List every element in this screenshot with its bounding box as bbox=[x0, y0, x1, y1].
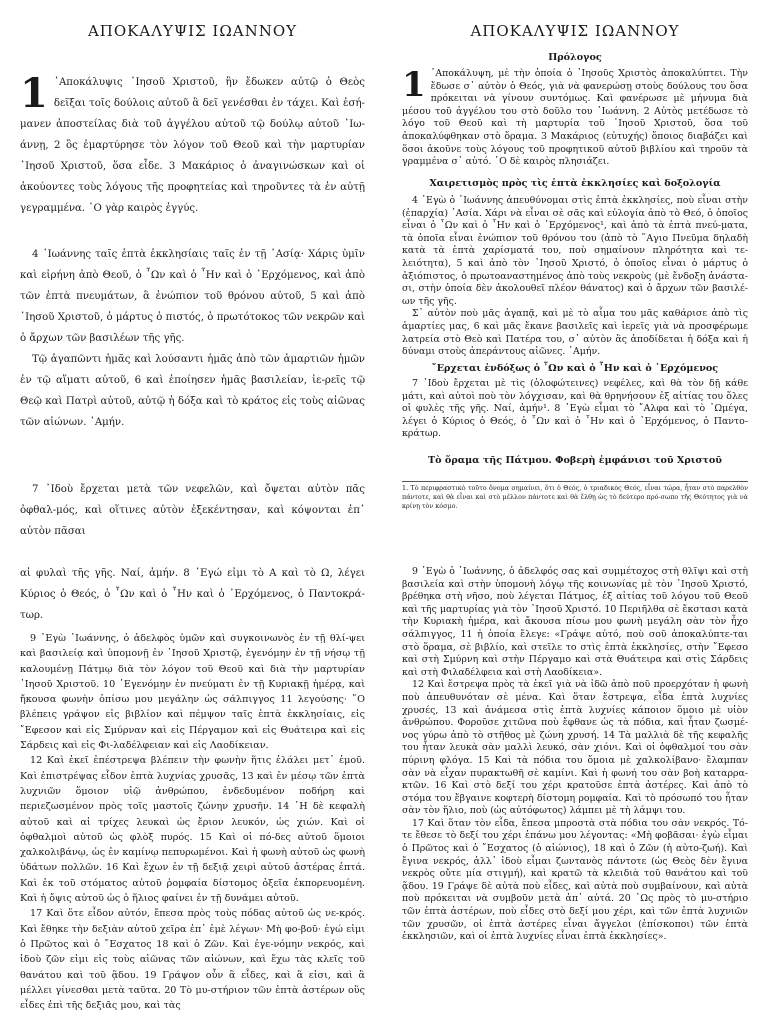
footnote-divider bbox=[402, 481, 748, 482]
left-paragraph-5: αἱ φυλαὶ τῆς γῆς. Ναί, ἀμήν. 8 ᾿Εγώ εἰμι τὸ Α καὶ τὸ Ω, λέγει Κύριος ὁ Θεός, ὁ ῏Ων καὶ ὁ ῏Ην καὶ ὁ ᾿Ερχόμενος, ὁ Παντοκρά-τωρ. bbox=[20, 568, 365, 621]
right-footnote-block bbox=[402, 484, 748, 511]
right-paragraph-3: Σ᾿ αὐτὸν ποὺ μᾶς ἀγαπᾷ, καὶ μὲ τὸ αἷμα του μᾶς καθάρισε ἀπὸ τὶς ἁμαρτίες μας, 6 καὶ μᾶς ἔκανε βασιλεῖς καὶ ἱερεῖς γιὰ νὰ προσφέρωμε λατρεία στὸ Θεὸ καὶ Πατέρα του, σ᾿ αὐτὸν ἂς ἀποδίδεται ἡ δόξα καὶ ἡ δύναμι στοὺς ἀπεράντους αἰῶνες. ᾿Αμήν. bbox=[402, 308, 748, 358]
left-paragraph-3: Τῷ ἀγαπῶντι ἡμᾶς καὶ λούσαντι ἡμᾶς ἀπὸ τῶν ἁμαρτιῶν ἡμῶν ἐν τῷ αἵματι αὐτοῦ, 6 καὶ ἐποίησεν ἡμᾶς βασιλείαν, ἱε-ρεῖς τῷ Θεῷ καὶ Πατρὶ αὐτοῦ, αὐτῷ ἡ δόξα καὶ τὸ κράτος εἰς τοὺς αἰῶνας τῶν αἰώνων. ᾿Αμήν. bbox=[20, 354, 365, 428]
right-section-1 bbox=[402, 52, 748, 169]
right-heading-coming: ῎Ερχεται ἐνδόξως ὁ ῏Ων καὶ ὁ ῏Ην καὶ ὁ ᾿Ερχόμενος bbox=[431, 363, 719, 374]
right-paragraph-6: 12 Καὶ ἔστρεψα πρὸς τὰ ἐκεῖ γιὰ νὰ ἰδῶ ἀπὸ ποῦ προερχόταν ἡ φωνὴ ποὺ ἀπευθυνόταν σὲ μένα. Καὶ ὅταν ἔστρεψα, εἶδα ἑπτὰ λυχνίες χρυσές, 13 καὶ ἀνάμεσα στὶς ἑπτὰ λυχνίες κάποιον ὅμοιο μὲ υἱὸν ἀνθρώπου. Φοροῦσε χιτῶνα ποὺ ἔφθανε ὡς τὰ πόδια, καὶ ἦταν ζωσμέ-νος γύρω ἀπὸ τὸ στῆθος μὲ ζώνη χρυσή. 14 Τὰ μαλλιὰ δὲ τῆς κεφαλῆς του ἦταν λευκὰ σὰν μαλλὶ λευκό, σὰν χιόνι. Καὶ οἱ ὀφθαλμοί του σὰν πύρινη φλόγα. 15 Καὶ τὰ πόδια του ὅμοια μὲ χαλκολίβανο· ἔλαμπαν σὰν νὰ εἶχαν πυρακτωθῆ σὲ καμίνι. Καὶ ἡ φωνή του σὰν βοὴ καταρρα-κτῶν. 16 Καὶ στὸ δεξί του χέρι κρατοῦσε ἑπτὰ ἀστέρες. Καὶ ἀπὸ τὸ στόμα του ἔβγαινε κοφτερὴ δίστομη ρομφαία. Καὶ τὸ πρόσωπό του ἦταν σὰν τὸν ἥλιο, ποὺ (ὡς αὐτόφωτος) λάμπει μὲ τὴ λάμψι του. bbox=[402, 679, 748, 817]
left-paragraph-6: 9 ᾿Εγὼ ᾿Ιωάννης, ὁ ἀδελφὸς ὑμῶν καὶ συγκοινωνὸς ἐν τῇ θλί-ψει καὶ βασιλείᾳ καὶ ὑπομονῇ ἐν ᾿Ιησοῦ Χριστῷ, ἐγενόμην ἐν τῇ νήσῳ τῇ καλουμένῃ Πάτμῳ διὰ τὸν λόγον τοῦ Θεοῦ καὶ διὰ τὴν μαρτυρίαν ᾿Ιησοῦ Χριστοῦ. 10 ᾿Εγενόμην ἐν πνεύματι ἐν τῇ Κυριακῇ ἡμέρᾳ, καὶ ἤκουσα φωνὴν ὀπίσω μου μεγάλην ὡς σάλπιγγος 11 λεγούσης· ῞Ο βλέπεις γράψον εἰς βιβλίον καὶ πέμψον ταῖς ἑπτὰ ἐκκλησίαις, εἰς ῎Εφεσον καὶ εἰς Σμύρναν καὶ εἰς Πέργαμον καὶ εἰς Θυάτειρα καὶ εἰς Σάρδεις καὶ εἰς Φι-λαδέλφειαν καὶ εἰς Λαοδίκειαν. bbox=[20, 633, 365, 752]
right-paragraph-5: 9 ᾿Εγὼ ὁ ᾿Ιωάννης, ὁ ἀδελφός σας καὶ συμμέτοχος στὴ θλῖψι καὶ στὴ βασιλεία καὶ στὴν ὑπομονὴ λόγῳ τῆς κοινωνίας μὲ τὸν ᾿Ιησοῦ Χριστό, βρέθηκα στὴ νῆσο, ποὺ λέγεται Πάτμος, ἐξ αἰτίας τοῦ λόγου τοῦ Θεοῦ καὶ τῆς μαρτυρίας γιὰ τὸν ᾿Ιησοῦ Χριστό. 10 Περιῆλθα σὲ ἔκστασι κατὰ τὴν Κυριακὴ ἡμέρα, καὶ ἄκουσα πίσω μου φωνὴ μεγάλη σὰν τὸν ἦχο σάλπιγγος, 11 ἡ ὁποία ἔλεγε: «Γράψε αὐτό, ποὺ σοῦ ἀποκαλύπτε-ται στὸ ὅραμα, σὲ βιβλίο, καὶ στεῖλε το στὶς ἑπτὰ ἐκκλησίες, στὴν ῎Εφεσο καὶ στὴ Σμύρνη καὶ στὴν Πέργαμο καὶ στὰ Θυάτειρα καὶ στὶς Σάρδεις καὶ στὴ Φιλαδέλφεια καὶ στὴ Λαοδίκεια». bbox=[402, 566, 748, 678]
left-paragraph-7: 12 Καὶ ἐκεῖ ἐπέστρεψα βλέπειν τὴν φωνὴν ἥτις ἐλάλει μετ᾿ ἐμοῦ. Καὶ ἐπιστρέψας εἶδον ἑπτὰ λυχνίας χρυσᾶς, 13 καὶ ἐν μέσῳ τῶν ἑπτὰ λυχνιῶν ὅμοιον υἱῷ ἀνθρώπου, ἐνδεδυμένον ποδήρη καὶ περιεζωσμένον πρὸς τοῖς μαστοῖς ζώνην χρυσῆν. 14 ῾Η δὲ κεφαλὴ αὐτοῦ καὶ αἱ τρίχες λευκαὶ ὡς ἔριον λευκόν, ὡς χιών. Καὶ οἱ ὀφθαλμοὶ αὐτοῦ ὡς φλὸξ πυρός. 15 Καὶ οἱ πό-δες αὐτοῦ ὅμοιοι χαλκολιβάνῳ, ὡς ἐν καμίνῳ πεπυρωμένοι. Καὶ ἡ φωνὴ αὐτοῦ ὡς φωνὴ ὑδάτων πολλῶν. 16 Καὶ ἔχων ἐν τῇ δεξιᾷ χειρὶ αὐτοῦ ἀστέρας ἑπτά. Καὶ ἐκ τοῦ στόματος αὐτοῦ ῥομφαία δίστομος ὀξεῖα ἐκπορευομένη. Καὶ ἡ ὄψις αὐτοῦ ὡς ὁ ἥλιος φαίνει ἐν τῇ δυνάμει αὐτοῦ. bbox=[20, 755, 365, 905]
left-paragraph-1: ᾿Αποκάλυψις ᾿Ιησοῦ Χριστοῦ, ἣν ἔδωκεν αὐτῷ ὁ Θεὸς δεῖξαι τοῖς δούλοις αὐτοῦ ἃ δεῖ γενέσθαι ἐν τάχει. Καὶ ἐσή-μανεν ἀποστείλας διὰ τοῦ ἀγγέλου αὐτοῦ τῷ δούλῳ αὐτοῦ ᾿Ιω-άννῃ, 2 ὃς ἐμαρτύρησε τὸν λόγον τοῦ Θεοῦ καὶ τὴν μαρτυρίαν ᾿Ιησοῦ Χριστοῦ, ὅσα εἶδε. 3 Μακάριος ὁ ἀναγινώσκων καὶ οἱ ἀκούοντες τοὺς λόγους τῆς προφητείας καὶ τηροῦντες τὰ ἐν αὐτῇ γεγραμμένα. ῾Ο γὰρ καιρὸς ἐγγύς. bbox=[20, 77, 365, 214]
right-paragraph-1: ᾿Αποκάλυψη, μὲ τὴν ὁποία ὁ ᾿Ιησοῦς Χριστὸς ἀποκαλύπτει. Τὴν ἔδωσε σ᾿ αὐτὸν ὁ Θεός, γιὰ νὰ φανερώσῃ στοὺς δούλους του ὅσα πρόκειται νὰ γίνουν συντόμως. Καὶ φανέρωσε μὲ μήνυμα διὰ μέσου τοῦ ἀγγέλου του στὸ δοῦλο του ᾿Ιωάννη. 2 Αὐτὸς μετέδωσε τὸ λόγο τοῦ Θεοῦ καὶ τὴ μαρτυρία τοῦ ᾿Ιησοῦ Χριστοῦ, ὅσα τοῦ ἀποκαλύφθηκαν στὸ ὅραμα. 3 Μακάριος (εὐτυχής) ὅποιος διαβάζει καὶ ὅσοι ἀκοῦνε τοὺς λόγους τοῦ προφητικοῦ αὐτοῦ βιβλίου καὶ τηροῦν τὰ γραμμένα σ᾿ αὐτό. ῾Ο δὲ καιρὸς πλησιάζει. bbox=[402, 68, 748, 168]
right-paragraph-4: 7 ᾿Ιδοὺ ἔρχεται μὲ τὶς (ὁλοφώτεινες) νεφέλες, καὶ θὰ τὸν δῇ κάθε μάτι, καὶ αὐτοὶ ποὺ τὸν λόγχισαν, καὶ θὰ θρηνήσουν ἐξ αἰτίας του ὅλες οἱ φυλὲς τῆς γῆς. Ναί, ἀμήν¹. 8 ᾿Εγὼ εἶμαι τὸ ῎Αλφα καὶ τὸ ᾿Ωμέγα, λέγει ὁ Κύριος ὁ Θεός, ὁ ῏Ων καὶ ὁ ῏Ην καὶ ὁ ᾿Ερχόμενος, ὁ Παντο-κράτωρ. bbox=[402, 378, 748, 440]
left-section-4 bbox=[20, 563, 365, 626]
right-footnote: 1. Τὸ περιφραστικὸ τοῦτο ὄνομα σημαίνει, ὅτι ὁ Θεός, ὁ τριαδικὸς Θεός, εἶναι τώρα, ἦταν στὸ παρελθὸν πάντοτε, καὶ θὰ εἶναι καὶ στὸ μέλλον πάντοτε καὶ θὰ ἔλθῃ ὡς τὸ δεύτερο πρό-σωπο τῆς Θεότητος γιὰ νὰ κρίνῃ τὸν κόσμο. bbox=[402, 484, 748, 510]
right-page-title: ΑΠΟΚΑΛΥΨΙΣ ΙΩΑΝΝΟΥ bbox=[470, 22, 680, 40]
right-section-5 bbox=[402, 566, 748, 944]
left-section-2 bbox=[20, 244, 365, 433]
right-section-3 bbox=[402, 363, 748, 441]
right-section-4 bbox=[402, 455, 748, 466]
right-paragraph-7: 17 Καὶ ὅταν τὸν εἶδα, ἔπεσα μπροστὰ στὰ πόδια του σὰν νεκρός. Τό-τε ἔθεσε τὸ δεξί του χέρι ἐπάνω μου λέγοντας: «Μὴ φοβᾶσαι· ἐγὼ εἶμαι ὁ Πρῶτος καὶ ὁ ῎Εσχατος (ὁ αἰώνιος), 18 καὶ ὁ Ζῶν (ἡ αὐτο-ζωή). Καὶ ἔγινα νεκρός, ἀλλ᾿ ἰδοὺ εἶμαι ζωντανὸς πάντοτε (ὡς Θεὸς δὲν ἔγινα νεκρὸς οὔτε μία στιγμή), καὶ κρατῶ τὰ κλειδιὰ τοῦ θανάτου καὶ τοῦ ᾅδου. 19 Γράψε δὲ αὐτὰ ποὺ εἶδες, καὶ αὐτὰ ποὺ συμβαίνουν, καὶ αὐτὰ ποὺ πρόκειται νὰ συμβοῦν μετὰ ἀπ᾿ αὐτά. 20 ῾Ως πρὸς τὸ μυ-στήριο τῶν ἑπτὰ ἀστέρων, ποὺ εἶδες στὸ δεξί μου χέρι, καὶ τῶν ἑπτὰ λυχνιῶν τῶν χρυσῶν, οἱ ἑπτὰ ἀστέρες εἶναι ἄγγελοι (ἐπίσκοποι) τῶν ἑπτὰ ἐκκλησιῶν, καὶ οἱ ἑπτὰ λυχνίες εἶναι ἑπτὰ ἐκκλησίες». bbox=[402, 817, 748, 943]
right-prologue-heading: Πρόλογος bbox=[548, 52, 602, 63]
right-title-block bbox=[402, 22, 748, 40]
left-dropcap: 1 bbox=[20, 70, 48, 117]
right-paragraph-2: 4 ᾿Εγὼ ὁ ᾿Ιωάννης ἀπευθύνομαι στὶς ἑπτὰ ἐκκλησίες, ποὺ εἶναι στὴν (ἐπαρχία) ᾿Ασία. Χάρι νὰ εἶναι σὲ σᾶς καὶ εὐλογία ἀπὸ τὸ Θεό, ὁ ὁποῖος εἶναι ὁ ῏Ων καὶ ὁ ῏Ην καὶ ὁ ᾿Ερχόμενος¹, καὶ ἀπὸ τὰ ἑπτὰ πνεύ-ματα, τὰ ὁποῖα εἶναι ἐνώπιον τοῦ θρόνου του (ἀπὸ τὸ ῞Αγιο Πνεῦμα δηλαδὴ κατὰ τὰ ἑπτὰ χαρίσματά του, ποὺ σημαίνουν πληρότητα καὶ τε-λειότητα), 5 καὶ ἀπὸ τὸν ᾿Ιησοῦ Χριστό, ὁ ὁποῖος εἶναι ὁ μάρτυς ὁ ἀξιόπιστος, ὁ πρωτοαναστημένος ἀπὸ τοὺς νεκροὺς (μὲ ἔνδοξη ἀνάστα-σι, στὴν ὁποία δὲν ἀκολουθεῖ πλέον θάνατος) καὶ ὁ ἄρχων τῶν βασιλέ-ων τῆς γῆς. bbox=[402, 195, 748, 307]
left-paragraph-4: 7 ᾿Ιδοὺ ἔρχεται μετὰ τῶν νεφελῶν, καὶ ὄψεται αὐτὸν πᾶς ὀφθαλ-μός, καὶ οἵτινες αὐτὸν ἐξεκέντησαν, καὶ κόψονται ἐπ᾿ αὐτὸν πᾶσαι bbox=[20, 484, 365, 537]
left-section-3 bbox=[20, 479, 365, 542]
left-section-1 bbox=[20, 72, 365, 219]
left-section-5 bbox=[20, 631, 365, 1013]
right-section-2 bbox=[402, 178, 748, 359]
left-paragraph-8: 17 Καὶ ὅτε εἶδον αὐτόν, ἔπεσα πρὸς τοὺς πόδας αὐτοῦ ὡς νε-κρός. Καὶ ἔθηκε τὴν δεξιὰν αὐτοῦ χεῖρα ἐπ᾿ ἐμὲ λέγων· Μὴ φο-βοῦ· ἐγώ εἰμι ὁ Πρῶτος καὶ ὁ ῎Εσχατος 18 καὶ ὁ Ζῶν. Καὶ ἐγε-νόμην νεκρός, καὶ ἰδοὺ ζῶν εἰμι εἰς τοὺς αἰῶνας τῶν αἰώνων, καὶ ἔχω τὰς κλεῖς τοῦ θανάτου καὶ τοῦ ᾅδου. 19 Γράψον οὖν ἃ εἶδες, καὶ ἅ εἰσι, καὶ ἃ μέλλει γίνεσθαι μετὰ ταῦτα. 20 Τὸ μυ-στήριον τῶν ἑπτὰ ἀστέρων οὓς εἶδες ἐπὶ τῆς δεξιᾶς μου, καὶ τὰς bbox=[20, 908, 365, 1012]
right-dropcap: 1 bbox=[402, 65, 426, 105]
right-heading-greeting: Χαιρετισμὸς πρὸς τὶς ἑπτὰ ἐκκλησίες καὶ δοξολογία bbox=[429, 178, 721, 189]
left-page-title: ΑΠΟΚΑΛΥΨΙΣ ΙΩΑΝΝΟΥ bbox=[87, 22, 298, 40]
left-title-block bbox=[20, 22, 365, 40]
left-paragraph-2: 4 ᾿Ιωάννης ταῖς ἑπτὰ ἐκκλησίαις ταῖς ἐν τῇ ᾿Ασίᾳ· Χάρις ὑμῖν καὶ εἰρήνη ἀπὸ Θεοῦ, ὁ ῏Ων καὶ ὁ ῏Ην καὶ ὁ ᾿Ερχόμενος, καὶ ἀπὸ τῶν ἑπτὰ πνευμάτων, ἃ ἐνώπιον τοῦ θρόνου αὐτοῦ, 5 καὶ ἀπὸ ᾿Ιησοῦ Χριστοῦ, ὁ μάρτυς ὁ πιστός, ὁ πρωτότοκος τῶν νεκρῶν καὶ ὁ ἄρχων τῶν βασιλέων τῆς γῆς. bbox=[20, 249, 365, 344]
right-heading-vision: Τὸ ὅραμα τῆς Πάτμου. Φοβερὴ ἐμφάνισι τοῦ Χριστοῦ bbox=[428, 455, 722, 466]
